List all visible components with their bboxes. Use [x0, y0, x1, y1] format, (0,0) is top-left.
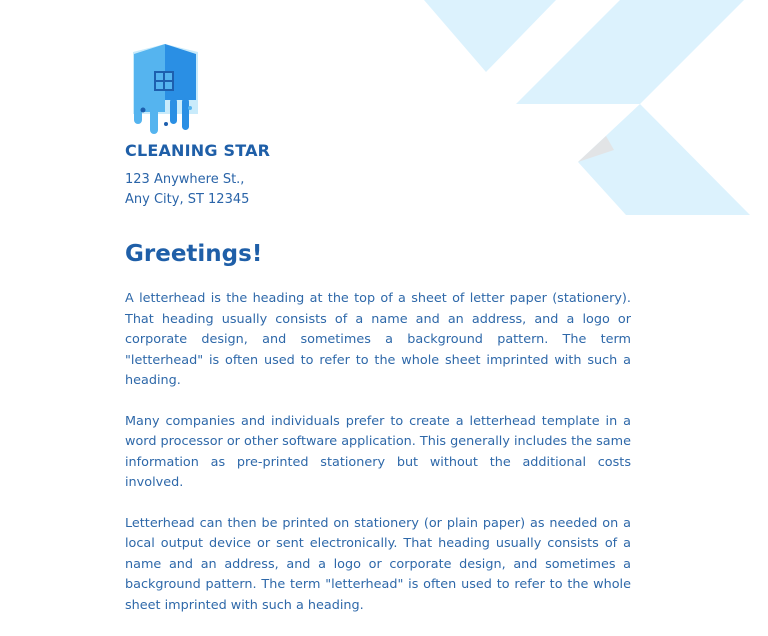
decor-shape-top — [424, 0, 556, 72]
address-line-1: 123 Anywhere St., — [125, 172, 245, 187]
decor-fold-shadow — [578, 136, 614, 162]
decor-shape-bottom — [578, 104, 750, 215]
address-line-2: Any City, ST 12345 — [125, 192, 250, 207]
letter-body — [125, 289, 631, 636]
house-drip-icon — [128, 42, 202, 138]
decor-shape-mid — [516, 0, 744, 104]
company-name: CLEANING STAR — [125, 141, 271, 160]
paragraph-1: A letterhead is the heading at the top of a sheet of letter paper (stationery). That heading usually consists of a name and an address, and a logo or corporate design, and sometimes a background pattern. The term "letterhead" is often used to refer to the whole sheet imprinted with such a heading. — [125, 291, 631, 388]
paragraph-2: Many companies and individuals prefer to create a letterhead template in a word processor or other software application. This generally includes the same information as pre-printed stationery but without the additional costs involved. — [125, 413, 631, 490]
paragraph-3: Letterhead can then be printed on stationery (or plain paper) as needed on a local output device or sent electronically. That heading usually consists of a name and an address, and a logo or corporate design, and sometimes a background pattern. The term "letterhead" is often used to refer to the whole sheet imprinted with such a heading. — [125, 515, 631, 613]
company-address — [125, 170, 249, 210]
greeting-heading: Greetings! — [125, 241, 263, 267]
